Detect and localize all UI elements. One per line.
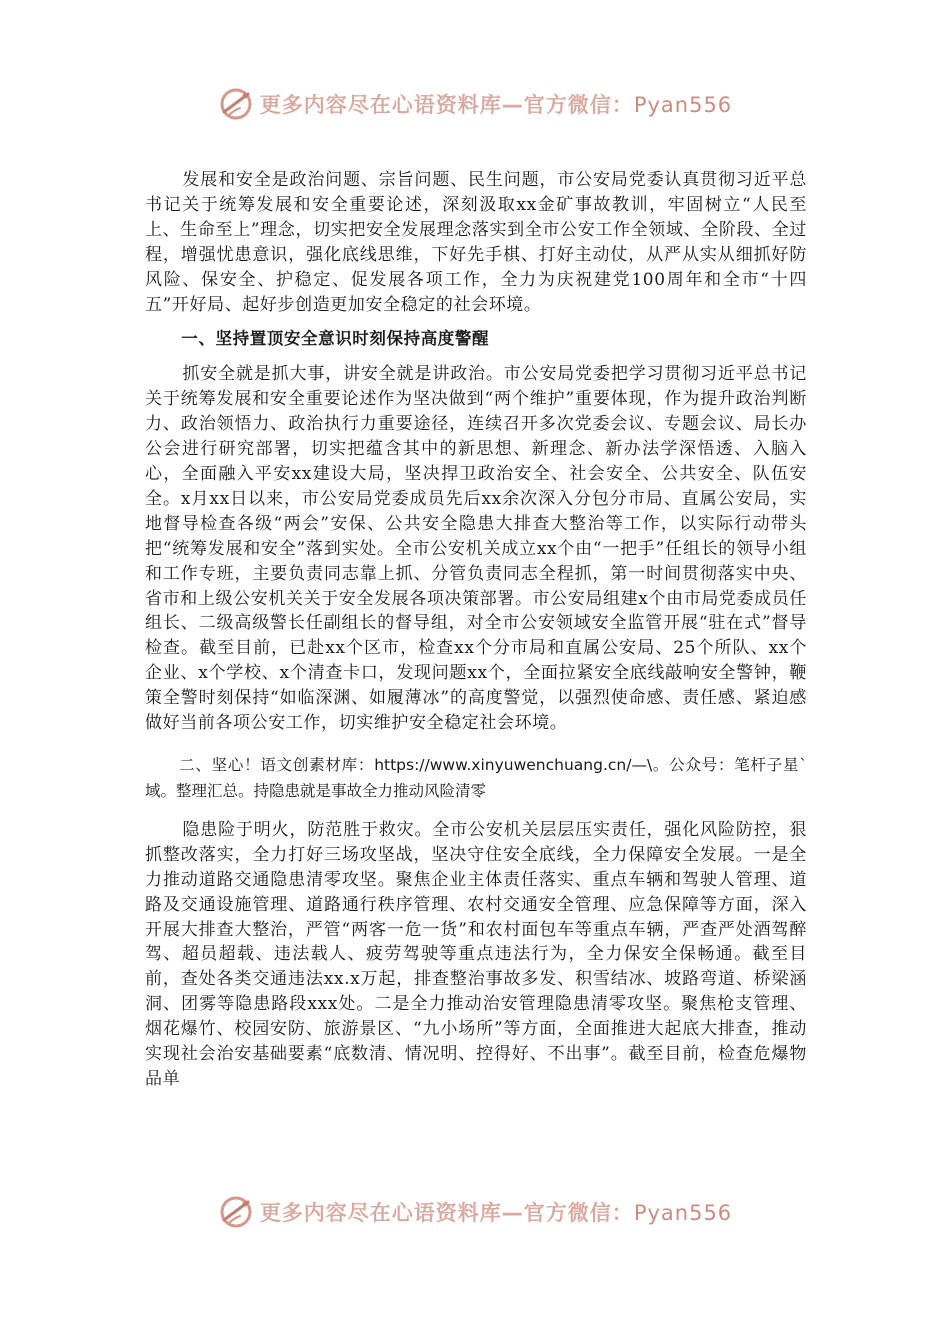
section-2-heading: 二、坚心！语文创素材库：https://www.xinyuwenchuang.cn/—\。公众号：笔杆子星`域。整理汇总。持隐患就是事故全力推动风险清零: [145, 755, 807, 800]
section-2-paragraph: 隐患险于明火，防范胜于救灾。全市公安机关层层压实责任，强化风险防控，狠抓整改落实，全力打好三场攻坚战，坚决守住安全底线，全力保障安全发展。一是全力推动道路交通隐患清零攻坚。聚焦企业主体责任落实、重点车辆和驾驶人管理、道路及交通设施管理、道路通行秩序管理、农村交通安全管理、应急保障等方面，深入开展大排查大整治，严管“两客一危一货”和农村面包车等重点车辆，严查严处酒驾醉驾、超员超载、违法载人、疲劳驾驶等重点违法行为，全力保安全保畅通。截至目前，查处各类交通违法xx.x万起，排查整治事故多发、积雪结冰、坡路弯道、桥梁涵洞、团雾等隐患路段xxx处。二是全力推动治安管理隐患清零攻坚。聚焦枪支管理、烟花爆竹、校园安防、旅游景区、“九小场所”等方面，全面推进大起底大排查，推动实现社会治安基础要素“底数清、情况明、控得好、不出事”。截至目前，检查危爆物品单: [145, 819, 807, 1089]
intro-paragraph: 发展和安全是政治问题、宗旨问题、民生问题，市公安局党委认真贯彻习近平总书记关于统筹发展和安全重要论述，深刻汲取xx金矿事故教训，牢固树立“人民至上、生命至上”理念，切实把安全发展理念落实到全市公安工作全领域、全阶段、全过程，增强忧患意识，强化底线思维，下好先手棋、打好主动仗，从严从实从细抓好防风险、保安全、护稳定、促发展各项工作，全力为庆祝建党100周年和全市“十四五”开好局、起好步创造更加安全稳定的社会环境。: [145, 170, 807, 315]
section-1-paragraph: 抓安全就是抓大事，讲安全就是讲政治。市公安局党委把学习贯彻习近平总书记关于统筹发展和安全重要论述作为坚决做到“两个维护”重要体现，作为提升政治判断力、政治领悟力、政治执行力重要途径，连续召开多次党委会议、专题会议、局长办公会进行研究部署，切实把蕴含其中的新思想、新理念、新办法学深悟透、入脑入心，全面融入平安xx建设大局，坚决捍卫政治安全、社会安全、公共安全、队伍安全。x月xx日以来，市公安局党委成员先后xx余次深入分包分市局、直属公安局，实地督导检查各级“两会”安保、公共安全隐患大排查大整治等工作，以实际行动带头把“统筹发展和安全”落到实处。全市公安机关成立xx个由“一把手”任组长的领导小组和工作专班，主要负责同志靠上抓、分管负责同志全程抓，第一时间贯彻落实中央、省市和上级公安机关关于安全发展各项决策部署。市公安局组建x个由市局党委成员任组长、二级高级警长任副组长的督导组，对全市公安领域安全监管开展“驻在式”督导检查。截至目前，已赴xx个区市，检查xx个分市局和直属公安局、25个所队、xx个企业、x个学校、x个清查卡口，发现问题xx个，全面拉紧安全底线敲响安全警钟，鞭策全警时刻保持“如临深渊、如履薄冰”的高度警觉，以强烈使命感、责任感、紧迫感做好当前各项公安工作，切实维护安全稳定社会环境。: [145, 364, 807, 734]
section-1-heading: 一、坚持置顶安全意识时刻保持高度警醒: [181, 329, 490, 349]
watermark-text: 更多内容尽在心语资料库—官方微信：Pyan556: [259, 93, 733, 117]
document-body: [145, 168, 807, 1092]
brush-logo-icon: [218, 1194, 254, 1230]
watermark-banner-bottom: [0, 1190, 950, 1234]
watermark-text: 更多内容尽在心语资料库—官方微信：Pyan556: [259, 1201, 733, 1225]
brush-logo-icon: [218, 86, 254, 122]
watermark-banner-top: [0, 82, 950, 126]
